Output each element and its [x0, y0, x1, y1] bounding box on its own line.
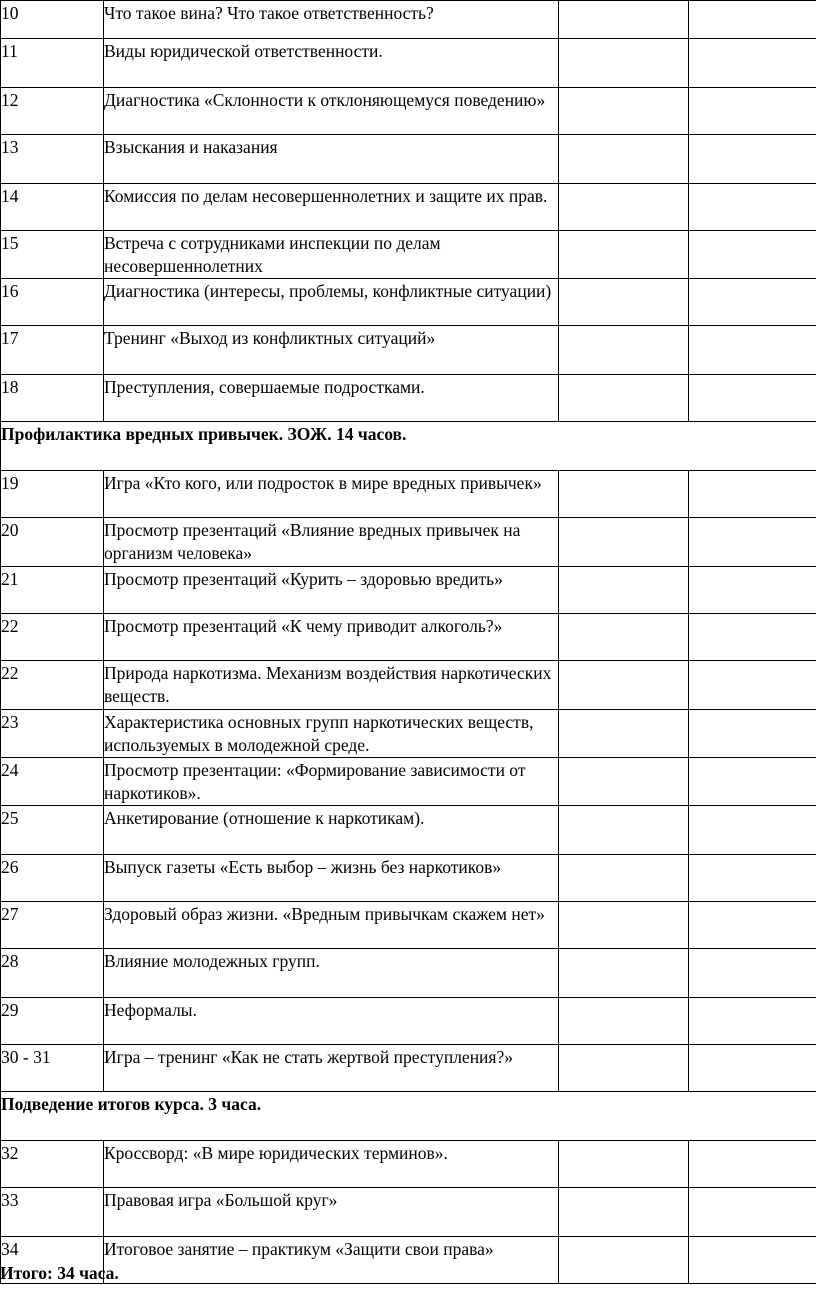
table-row	[1, 710, 816, 758]
lesson-topic: Выпуск газеты «Есть выбор – жизнь без наркотиков»	[104, 855, 559, 902]
table-row	[1, 88, 816, 135]
table-row	[1, 231, 816, 279]
lesson-topic: Взыскания и наказания	[104, 135, 559, 184]
lesson-topic: Виды юридической ответственности.	[104, 39, 559, 88]
empty-cell	[689, 326, 816, 375]
empty-cell	[559, 1237, 689, 1284]
empty-cell	[559, 1141, 689, 1188]
lesson-number: 27	[1, 902, 104, 949]
empty-cell	[559, 279, 689, 326]
empty-cell	[559, 184, 689, 231]
lesson-number: 13	[1, 135, 104, 184]
table-row	[1, 1, 816, 39]
lesson-topic: Преступления, совершаемые подростками.	[104, 375, 559, 422]
lesson-number: 28	[1, 949, 104, 998]
empty-cell	[559, 855, 689, 902]
empty-cell	[689, 471, 816, 518]
empty-cell	[689, 949, 816, 998]
lesson-number: 15	[1, 231, 104, 279]
lesson-number: 18	[1, 375, 104, 422]
lesson-number: 26	[1, 855, 104, 902]
lesson-topic: Игра «Кто кого, или подросток в мире вредных привычек»	[104, 471, 559, 518]
empty-cell	[689, 614, 816, 661]
lesson-number: 24	[1, 758, 104, 806]
lesson-number: 34	[1, 1237, 104, 1284]
empty-cell	[689, 855, 816, 902]
empty-cell	[559, 614, 689, 661]
lesson-topic: Просмотр презентаций «Влияние вредных привычек на организм человека»	[104, 518, 559, 567]
lesson-number: 11	[1, 39, 104, 88]
empty-cell	[559, 1, 689, 39]
lesson-topic: Здоровый образ жизни. «Вредным привычкам скажем нет»	[104, 902, 559, 949]
section-header-row	[1, 1092, 816, 1141]
empty-cell	[689, 998, 816, 1045]
empty-cell	[559, 710, 689, 758]
empty-cell	[559, 949, 689, 998]
empty-cell	[689, 1, 816, 39]
empty-cell	[689, 758, 816, 806]
table-row	[1, 806, 816, 855]
empty-cell	[559, 518, 689, 567]
lesson-topic: Что такое вина? Что такое ответственность?	[104, 1, 559, 39]
empty-cell	[689, 1045, 816, 1092]
empty-cell	[689, 1237, 816, 1284]
table-row	[1, 614, 816, 661]
table-row	[1, 326, 816, 375]
table-row	[1, 518, 816, 567]
table-row	[1, 1188, 816, 1237]
lesson-number: 17	[1, 326, 104, 375]
lesson-number: 22	[1, 614, 104, 661]
table-row	[1, 758, 816, 806]
empty-cell	[559, 902, 689, 949]
empty-cell	[689, 375, 816, 422]
empty-cell	[689, 1141, 816, 1188]
lesson-number: 16	[1, 279, 104, 326]
lesson-topic: Итоговое занятие – практикум «Защити свои права»	[104, 1237, 559, 1284]
lesson-number: 20	[1, 518, 104, 567]
empty-cell	[559, 88, 689, 135]
lesson-topic: Влияние молодежных групп.	[104, 949, 559, 998]
table-row	[1, 1237, 816, 1284]
lesson-topic: Просмотр презентаций «К чему приводит алкоголь?»	[104, 614, 559, 661]
empty-cell	[559, 758, 689, 806]
lesson-topic: Просмотр презентации: «Формирование зависимости от наркотиков».	[104, 758, 559, 806]
lesson-number: 21	[1, 567, 104, 614]
lesson-topic: Диагностика «Склонности к отклоняющемуся поведению»	[104, 88, 559, 135]
lesson-number: 12	[1, 88, 104, 135]
empty-cell	[559, 326, 689, 375]
table-row	[1, 1141, 816, 1188]
table-row	[1, 998, 816, 1045]
section-title: Подведение итогов курса. 3 часа.	[1, 1092, 816, 1141]
empty-cell	[689, 1188, 816, 1237]
lesson-topic: Неформалы.	[104, 998, 559, 1045]
lesson-topic: Правовая игра «Большой круг»	[104, 1188, 559, 1237]
empty-cell	[559, 567, 689, 614]
table-row	[1, 661, 816, 710]
course-total: Итого: 34 часа.	[0, 1263, 119, 1283]
section-title: Профилактика вредных привычек. ЗОЖ. 14 часов.	[1, 422, 816, 471]
lesson-number: 33	[1, 1188, 104, 1237]
empty-cell	[689, 135, 816, 184]
lesson-topic: Встреча с сотрудниками инспекции по делам несовершеннолетних	[104, 231, 559, 279]
empty-cell	[559, 135, 689, 184]
lesson-topic: Диагностика (интересы, проблемы, конфликтные ситуации)	[104, 279, 559, 326]
empty-cell	[559, 1045, 689, 1092]
lesson-number: 30 - 31	[1, 1045, 104, 1092]
lesson-number: 25	[1, 806, 104, 855]
empty-cell	[689, 902, 816, 949]
section-header-row	[1, 422, 816, 471]
empty-cell	[689, 518, 816, 567]
lesson-topic: Игра – тренинг «Как не стать жертвой преступления?»	[104, 1045, 559, 1092]
lesson-number: 22	[1, 661, 104, 710]
table-row	[1, 279, 816, 326]
empty-cell	[689, 231, 816, 279]
lesson-topic: Просмотр презентаций «Курить – здоровью вредить»	[104, 567, 559, 614]
empty-cell	[689, 567, 816, 614]
empty-cell	[689, 184, 816, 231]
table-row	[1, 471, 816, 518]
lesson-topic: Тренинг «Выход из конфликтных ситуаций»	[104, 326, 559, 375]
empty-cell	[559, 375, 689, 422]
lesson-number: 23	[1, 710, 104, 758]
empty-cell	[559, 39, 689, 88]
table-row	[1, 39, 816, 88]
empty-cell	[559, 998, 689, 1045]
table-row	[1, 184, 816, 231]
table-row	[1, 567, 816, 614]
empty-cell	[689, 279, 816, 326]
empty-cell	[559, 661, 689, 710]
lesson-topic: Природа наркотизма. Механизм воздействия наркотических веществ.	[104, 661, 559, 710]
lesson-number: 19	[1, 471, 104, 518]
lesson-plan-body	[1, 1, 816, 1284]
lesson-number: 29	[1, 998, 104, 1045]
empty-cell	[559, 806, 689, 855]
lesson-topic: Комиссия по делам несовершеннолетних и защите их прав.	[104, 184, 559, 231]
table-row	[1, 949, 816, 998]
table-row	[1, 855, 816, 902]
table-row	[1, 902, 816, 949]
lesson-topic: Кроссворд: «В мире юридических терминов».	[104, 1141, 559, 1188]
lesson-topic: Анкетирование (отношение к наркотикам).	[104, 806, 559, 855]
empty-cell	[689, 39, 816, 88]
lesson-number: 14	[1, 184, 104, 231]
lesson-number: 10	[1, 1, 104, 39]
empty-cell	[559, 231, 689, 279]
empty-cell	[559, 471, 689, 518]
table-row	[1, 1045, 816, 1092]
empty-cell	[689, 710, 816, 758]
table-row	[1, 135, 816, 184]
lesson-number: 32	[1, 1141, 104, 1188]
table-row	[1, 375, 816, 422]
empty-cell	[689, 806, 816, 855]
lesson-topic: Характеристика основных групп наркотических веществ, используемых в молодежной среде.	[104, 710, 559, 758]
empty-cell	[689, 88, 816, 135]
empty-cell	[689, 661, 816, 710]
empty-cell	[559, 1188, 689, 1237]
